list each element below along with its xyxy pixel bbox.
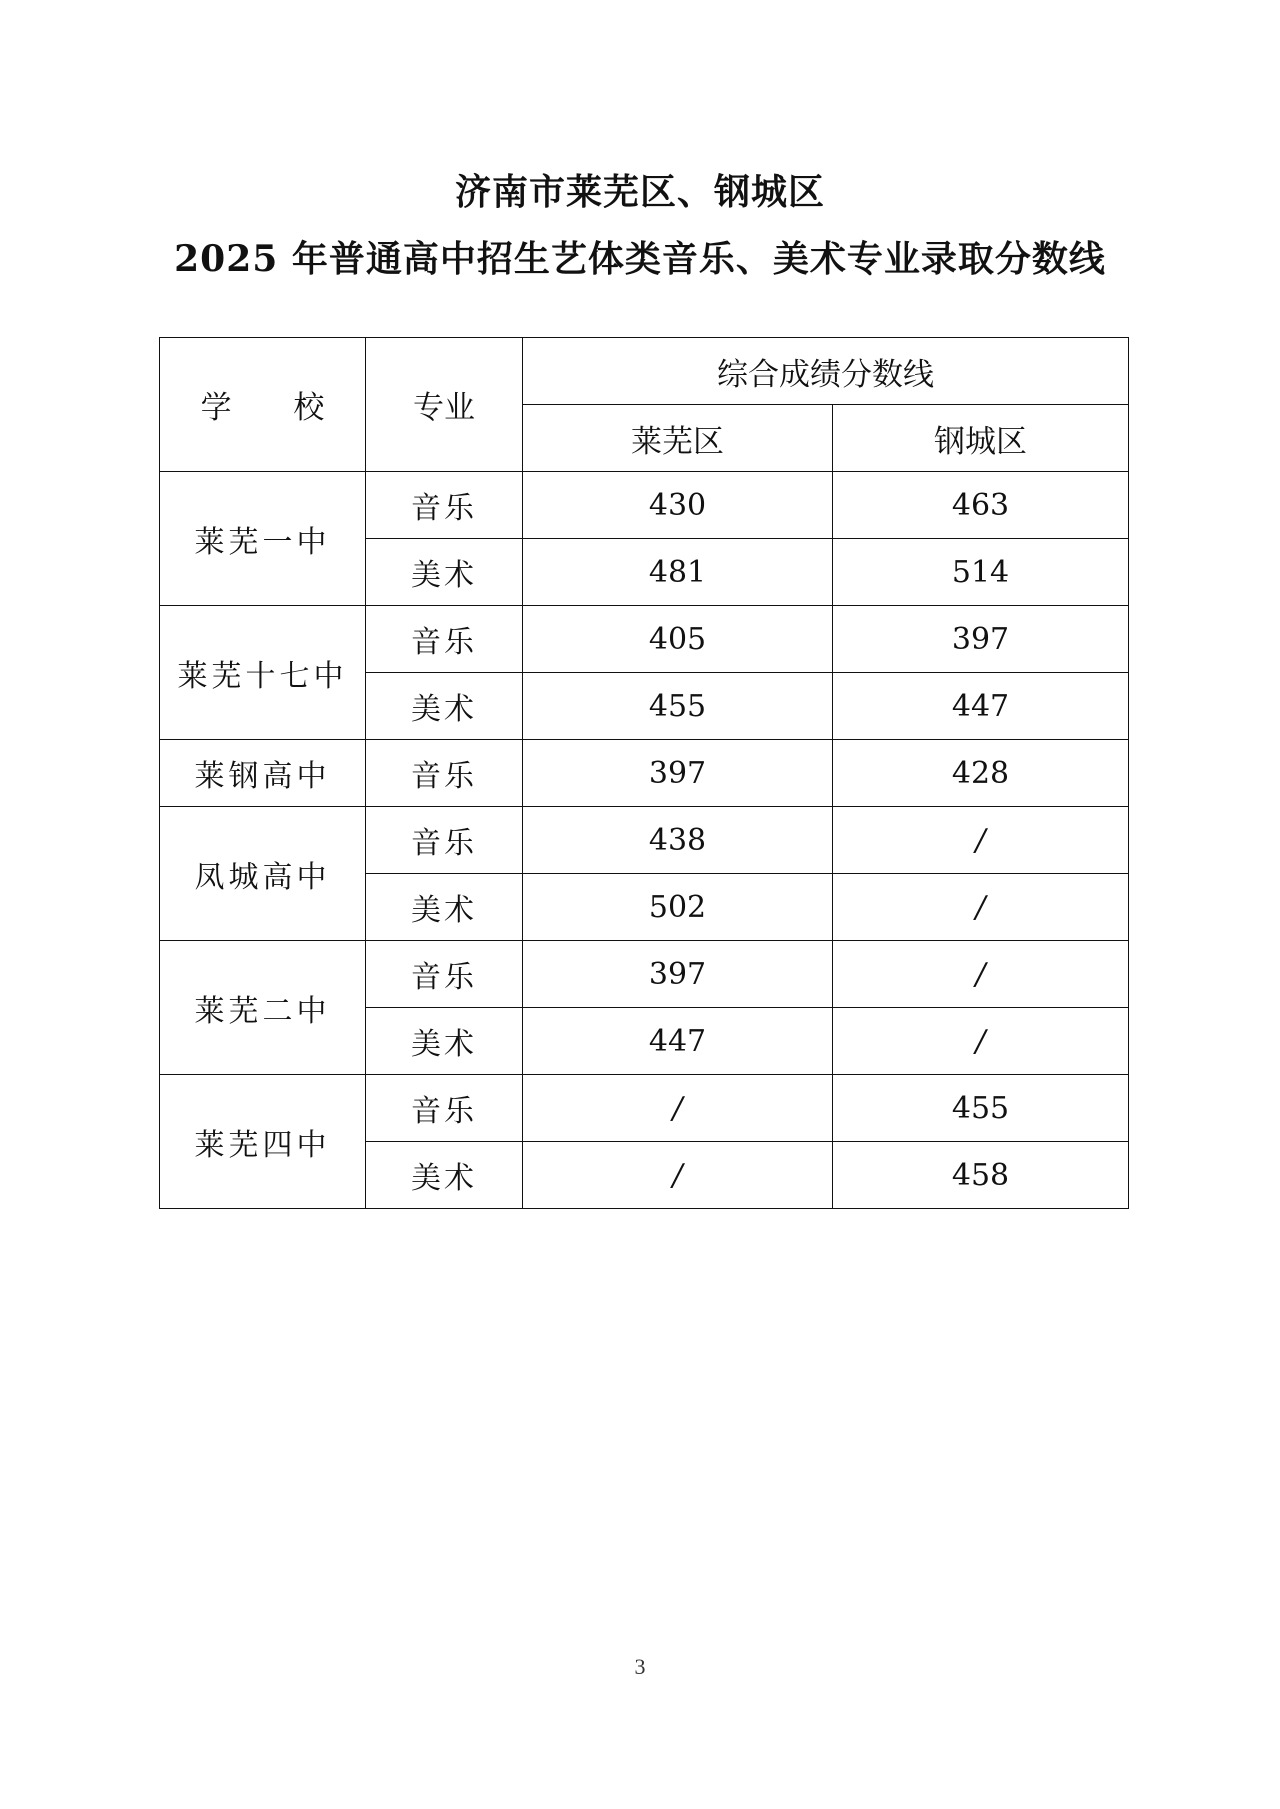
school-name-cell: 凤城高中 [160,807,366,941]
document-title-line2: 2025 年普通高中招生艺体类音乐、美术专业录取分数线 [174,238,1106,280]
school-name-cell: 莱芜十七中 [160,606,366,740]
score-cell-gangcheng: 397 [833,606,1129,673]
major-cell: 美术 [366,539,523,606]
score-cell-laiwu: 447 [523,1008,833,1075]
major-cell: 美术 [366,1142,523,1209]
score-cell-gangcheng: / [833,941,1129,1008]
score-cell-laiwu: / [523,1075,833,1142]
header-laiwu: 莱芜区 [523,405,833,472]
school-name-cell: 莱芜二中 [160,941,366,1075]
table-row [160,740,1129,807]
major-cell: 音乐 [366,606,523,673]
score-cell-gangcheng: 455 [833,1075,1129,1142]
score-cell-laiwu: 430 [523,472,833,539]
score-cell-gangcheng: / [833,874,1129,941]
major-cell: 音乐 [366,941,523,1008]
score-cell-laiwu: 502 [523,874,833,941]
admission-score-table [159,337,1129,1209]
major-cell: 音乐 [366,472,523,539]
score-cell-gangcheng: 458 [833,1142,1129,1209]
header-major: 专业 [366,338,523,472]
header-gangcheng: 钢城区 [833,405,1129,472]
table-row [160,941,1129,1008]
score-cell-laiwu: 481 [523,539,833,606]
score-cell-gangcheng: 463 [833,472,1129,539]
table-row [160,606,1129,673]
table-body [160,472,1129,1209]
table-row [160,807,1129,874]
major-cell: 美术 [366,874,523,941]
major-cell: 音乐 [366,1075,523,1142]
score-cell-gangcheng: 514 [833,539,1129,606]
school-name-cell: 莱芜四中 [160,1075,366,1209]
major-cell: 美术 [366,1008,523,1075]
score-cell-laiwu: / [523,1142,833,1209]
page-number: 3 [634,1654,646,1679]
score-cell-laiwu: 455 [523,673,833,740]
document-title-line1: 济南市莱芜区、钢城区 [454,171,825,213]
score-cell-gangcheng: / [833,807,1129,874]
score-cell-gangcheng: 447 [833,673,1129,740]
major-cell: 音乐 [366,740,523,807]
table-header [160,338,1129,472]
header-school: 学 校 [160,338,366,472]
major-cell: 音乐 [366,807,523,874]
table-row [160,1075,1129,1142]
score-cell-gangcheng: / [833,1008,1129,1075]
school-name-cell: 莱芜一中 [160,472,366,606]
score-cell-gangcheng: 428 [833,740,1129,807]
score-cell-laiwu: 405 [523,606,833,673]
score-cell-laiwu: 397 [523,941,833,1008]
major-cell: 美术 [366,673,523,740]
score-cell-laiwu: 397 [523,740,833,807]
header-score-group: 综合成绩分数线 [523,338,1129,405]
header-row-1 [160,338,1129,405]
table-row [160,472,1129,539]
score-cell-laiwu: 438 [523,807,833,874]
school-name-cell: 莱钢高中 [160,740,366,807]
